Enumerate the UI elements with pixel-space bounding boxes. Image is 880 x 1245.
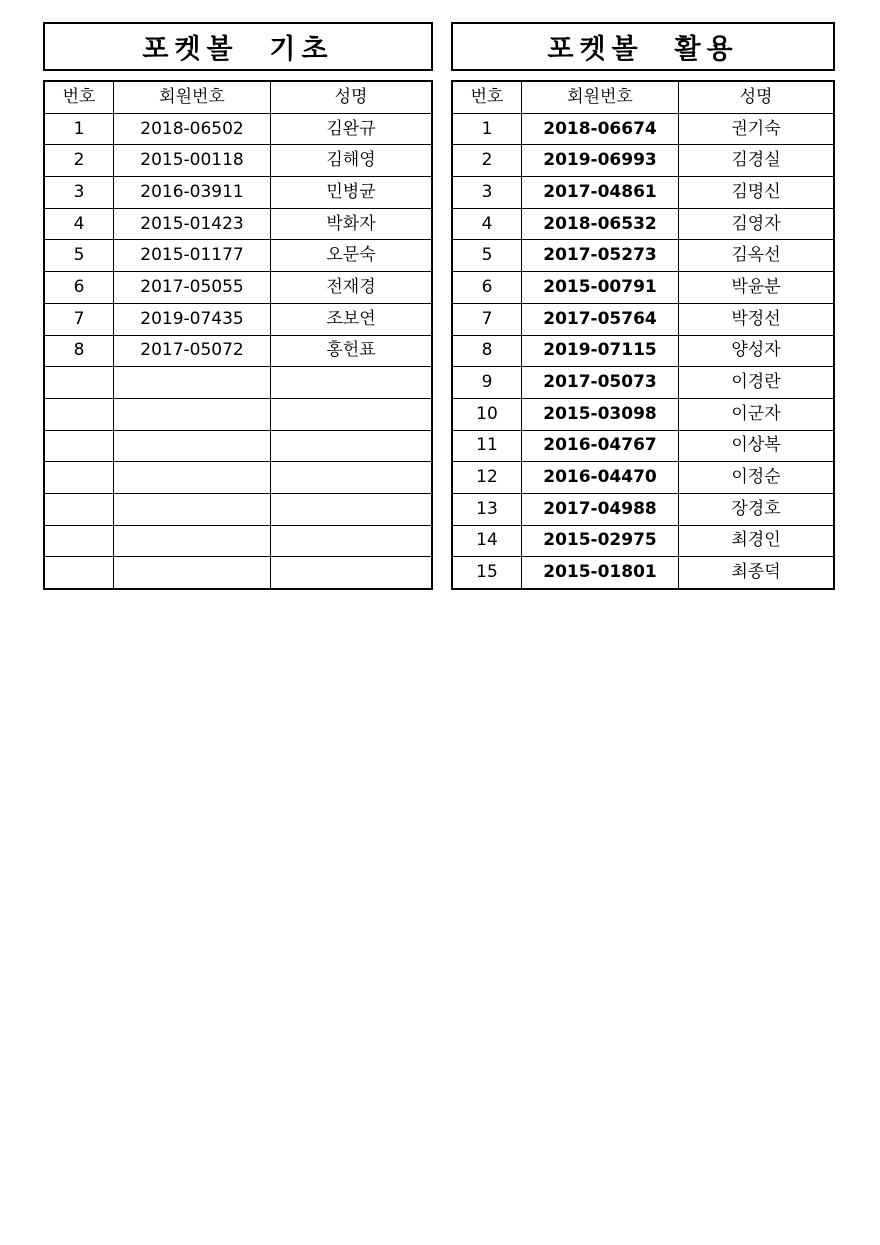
cell-member-id: 2019-07115	[522, 335, 679, 367]
cell-number	[44, 493, 114, 525]
cell-number: 3	[452, 177, 522, 209]
cell-member-id: 2018-06674	[522, 113, 679, 145]
advanced-class-title: 포켓볼 활용	[451, 22, 835, 71]
cell-name: 전재경	[271, 272, 433, 304]
advanced-class-roster-table	[451, 80, 835, 590]
cell-member-id	[114, 462, 271, 494]
header-name: 성명	[679, 81, 835, 113]
cell-number: 11	[452, 430, 522, 462]
cell-member-id: 2017-05055	[114, 272, 271, 304]
header-member-id: 회원번호	[114, 81, 271, 113]
table-row	[452, 525, 834, 557]
cell-name: 김경실	[679, 145, 835, 177]
cell-number: 13	[452, 493, 522, 525]
cell-number	[44, 557, 114, 589]
cell-number: 3	[44, 177, 114, 209]
cell-member-id: 2017-04861	[522, 177, 679, 209]
cell-name: 김완규	[271, 113, 433, 145]
cell-name	[271, 525, 433, 557]
table-row	[452, 177, 834, 209]
cell-member-id: 2017-05073	[522, 367, 679, 399]
cell-member-id: 2015-01423	[114, 208, 271, 240]
table-row	[44, 240, 432, 272]
cell-number: 15	[452, 557, 522, 589]
cell-name	[271, 462, 433, 494]
table-row	[452, 145, 834, 177]
cell-name: 김해영	[271, 145, 433, 177]
cell-member-id: 2019-07435	[114, 303, 271, 335]
cell-member-id: 2015-00791	[522, 272, 679, 304]
basic-class-section	[43, 22, 433, 590]
cell-member-id: 2018-06502	[114, 113, 271, 145]
cell-member-id: 2015-03098	[522, 398, 679, 430]
basic-class-title: 포켓볼 기초	[43, 22, 433, 71]
cell-name: 최경인	[679, 525, 835, 557]
cell-name	[271, 430, 433, 462]
cell-number: 12	[452, 462, 522, 494]
cell-name: 김영자	[679, 208, 835, 240]
table-row	[44, 335, 432, 367]
cell-member-id	[114, 557, 271, 589]
cell-number	[44, 462, 114, 494]
cell-number: 1	[44, 113, 114, 145]
cell-number: 14	[452, 525, 522, 557]
header-number: 번호	[452, 81, 522, 113]
table-row	[44, 398, 432, 430]
cell-member-id: 2015-01177	[114, 240, 271, 272]
cell-number	[44, 525, 114, 557]
cell-number: 2	[44, 145, 114, 177]
header-name: 성명	[271, 81, 433, 113]
cell-name: 장경호	[679, 493, 835, 525]
cell-number	[44, 398, 114, 430]
cell-name: 홍헌표	[271, 335, 433, 367]
cell-number: 5	[452, 240, 522, 272]
basic-class-rows	[44, 113, 432, 589]
cell-number: 6	[44, 272, 114, 304]
table-row	[452, 557, 834, 589]
cell-name: 김옥선	[679, 240, 835, 272]
table-row	[452, 430, 834, 462]
table-row	[452, 462, 834, 494]
cell-member-id	[114, 493, 271, 525]
cell-name: 박윤분	[679, 272, 835, 304]
table-row	[452, 303, 834, 335]
advanced-class-rows	[452, 113, 834, 589]
table-row	[452, 240, 834, 272]
table-row	[44, 177, 432, 209]
cell-member-id: 2018-06532	[522, 208, 679, 240]
cell-number: 5	[44, 240, 114, 272]
cell-name	[271, 493, 433, 525]
table-row	[44, 367, 432, 399]
table-row	[44, 557, 432, 589]
cell-member-id	[114, 525, 271, 557]
table-row	[44, 430, 432, 462]
cell-number	[44, 367, 114, 399]
cell-number: 6	[452, 272, 522, 304]
cell-number: 4	[44, 208, 114, 240]
cell-name: 이경란	[679, 367, 835, 399]
header-member-id: 회원번호	[522, 81, 679, 113]
table-row	[44, 462, 432, 494]
table-row	[452, 272, 834, 304]
cell-number: 1	[452, 113, 522, 145]
cell-number: 8	[44, 335, 114, 367]
table-row	[44, 272, 432, 304]
cell-name: 최종덕	[679, 557, 835, 589]
cell-member-id: 2019-06993	[522, 145, 679, 177]
cell-member-id: 2016-03911	[114, 177, 271, 209]
cell-name: 이상복	[679, 430, 835, 462]
cell-member-id: 2015-02975	[522, 525, 679, 557]
cell-name: 박정선	[679, 303, 835, 335]
table-row	[452, 335, 834, 367]
cell-name: 김명신	[679, 177, 835, 209]
cell-name: 양성자	[679, 335, 835, 367]
table-row	[44, 303, 432, 335]
cell-name: 권기숙	[679, 113, 835, 145]
table-row	[452, 113, 834, 145]
cell-number: 2	[452, 145, 522, 177]
table-row	[452, 493, 834, 525]
table-row	[44, 208, 432, 240]
cell-name: 오문숙	[271, 240, 433, 272]
cell-member-id: 2017-05072	[114, 335, 271, 367]
cell-member-id: 2017-04988	[522, 493, 679, 525]
cell-number	[44, 430, 114, 462]
cell-name	[271, 367, 433, 399]
table-header-row	[44, 81, 432, 113]
table-row	[44, 525, 432, 557]
table-row	[44, 145, 432, 177]
cell-member-id	[114, 430, 271, 462]
table-row	[44, 113, 432, 145]
table-row	[44, 493, 432, 525]
cell-member-id: 2017-05764	[522, 303, 679, 335]
table-row	[452, 398, 834, 430]
cell-number: 10	[452, 398, 522, 430]
table-header-row	[452, 81, 834, 113]
cell-name: 이군자	[679, 398, 835, 430]
cell-member-id: 2015-01801	[522, 557, 679, 589]
cell-number: 9	[452, 367, 522, 399]
cell-member-id: 2015-00118	[114, 145, 271, 177]
table-row	[452, 367, 834, 399]
cell-name: 이정순	[679, 462, 835, 494]
cell-member-id: 2016-04767	[522, 430, 679, 462]
cell-number: 8	[452, 335, 522, 367]
cell-number: 4	[452, 208, 522, 240]
header-number: 번호	[44, 81, 114, 113]
cell-number: 7	[44, 303, 114, 335]
cell-name: 조보연	[271, 303, 433, 335]
table-row	[452, 208, 834, 240]
cell-name	[271, 398, 433, 430]
cell-name	[271, 557, 433, 589]
cell-member-id	[114, 367, 271, 399]
cell-member-id: 2016-04470	[522, 462, 679, 494]
cell-member-id	[114, 398, 271, 430]
cell-name: 박화자	[271, 208, 433, 240]
cell-number: 7	[452, 303, 522, 335]
basic-class-roster-table	[43, 80, 433, 590]
advanced-class-section	[451, 22, 835, 590]
cell-name: 민병균	[271, 177, 433, 209]
cell-member-id: 2017-05273	[522, 240, 679, 272]
